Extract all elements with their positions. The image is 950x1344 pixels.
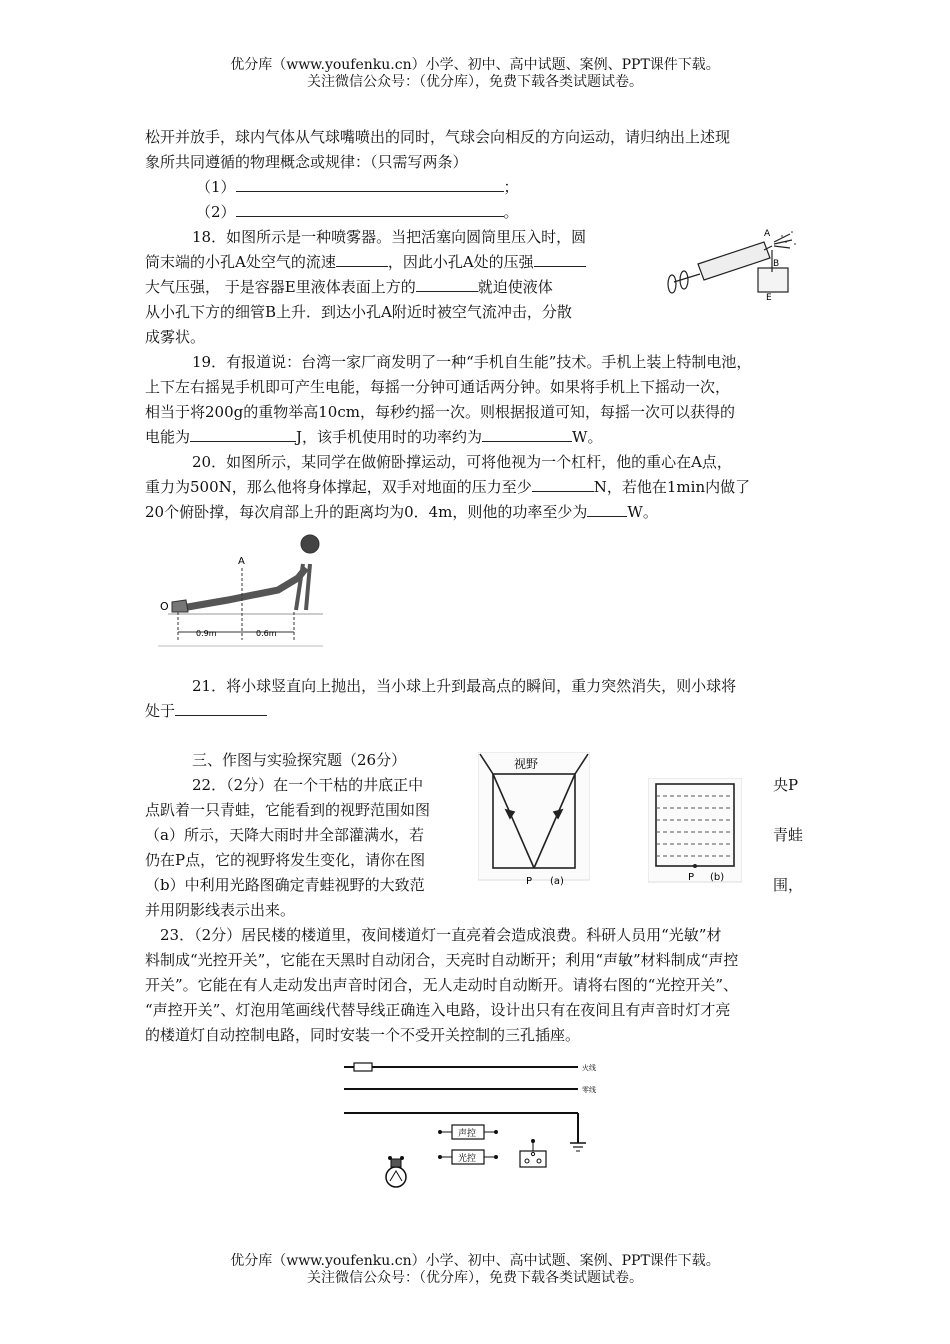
q22-line-2: 点趴着一只青蛙，它能看到的视野范围如图 — [145, 801, 431, 819]
sprayer-figure — [660, 222, 800, 302]
header-line-1: 优分库（www.youfenku.cn）小学、初中、高中试题、案例、PPT课件下载。 — [230, 57, 720, 73]
q18-line-5: 成雾状。 — [145, 328, 206, 346]
q18-line-2 — [145, 250, 586, 274]
answer-blank[interactable] — [534, 251, 586, 267]
q17-line-2: 象所共同遵循的物理概念或规律：（只需写两条） — [145, 153, 468, 171]
label-a: A — [238, 556, 245, 567]
q19-text: 电能为 — [145, 428, 191, 446]
q18-line-4: 从小孔下方的细管B上升．到达小孔A附近时被空气流冲击，分散 — [145, 303, 572, 321]
light-bulb — [386, 1167, 406, 1187]
answer-blank[interactable] — [416, 276, 478, 292]
q18-text: 大气压强， 于是容器E里液体表面上方的 — [145, 278, 416, 296]
q18-text: 筒末端的小孔A处空气的流速 — [145, 253, 336, 271]
head — [301, 535, 319, 553]
q17-item-1 — [196, 175, 519, 199]
q21-line-2 — [145, 699, 267, 723]
q19-line-3: 相当于将200g的重物举高10cm，每秒约摇一次。则根据报道可知，每摇一次可以获得的 — [145, 403, 735, 421]
foot — [172, 600, 188, 612]
q22-right-2: 青蛙 — [773, 826, 804, 844]
q19-line-4 — [145, 425, 602, 449]
well-figure-a — [478, 752, 590, 890]
q17-item-1-end: ； — [503, 178, 519, 196]
q19-text: W。 — [572, 428, 603, 446]
label-a: A — [764, 229, 771, 239]
q19-text: J，该手机使用时的功率约为 — [296, 428, 483, 446]
answer-blank[interactable] — [236, 176, 504, 192]
q23-line-1: 23．（2分）居民楼的楼道里，夜间楼道灯一直亮着会造成浪费。科研人员用“光敏”材 — [160, 926, 722, 944]
q22-line-6: 并用阴影线表示出来。 — [145, 901, 296, 919]
point-p: P — [526, 876, 533, 887]
caption-a: (a) — [550, 876, 564, 887]
answer-blank[interactable] — [532, 476, 594, 492]
dim-0-6m: 0.6m — [256, 629, 277, 638]
q21-line-1: 21．将小球竖直向上抛出，当小球上升到最高点的瞬间，重力突然消失，则小球将 — [192, 677, 737, 695]
q18-line-3 — [145, 275, 553, 299]
q22-right-1: 央P — [773, 776, 799, 794]
answer-blank[interactable] — [190, 426, 296, 442]
q22-right-3: 围， — [773, 876, 804, 894]
header-line-2: 关注微信公众号：（优分库），免费下载各类试题试卷。 — [307, 74, 643, 90]
q23-line-4: “声控开关”、灯泡用笔画线代替导线正确连入电路，设计出只有在夜间且有声音时灯才亮 — [145, 1001, 731, 1019]
dim-0-9m: 0.9m — [196, 629, 217, 638]
caption-b: (b) — [710, 872, 725, 883]
q22-line-4: 仍在P点，它的视野将发生变化，请你在图 — [145, 851, 426, 869]
q20-line-1: 20．如图所示，某同学在做俯卧撑运动，可将他视为一个杠杆，他的重心在A点， — [192, 453, 732, 471]
q20-line-2 — [145, 475, 750, 499]
label-b: B — [773, 259, 780, 269]
sound-switch-label: 声控 — [458, 1129, 477, 1139]
q17-item-2 — [196, 200, 519, 224]
q23-line-3: 开关”。它能在有人走动发出声音时闭合，无人走动时自动断开。请将右图的“光控开关”、 — [145, 976, 739, 994]
answer-blank[interactable] — [236, 201, 504, 217]
q17-line-1: 松开并放手，球内气体从气球嘴喷出的同时，气球会向相反的方向运动，请归纳出上述现 — [145, 128, 731, 146]
q17-item-1-label: （1） — [196, 178, 236, 196]
q23-line-2: 料制成“光控开关”，它能在天黑时自动闭合，天亮时自动断开；利用“声敏”材料制成“声控 — [145, 951, 739, 969]
well-figure-b — [648, 778, 742, 888]
q20-text: 重力为500N，那么他将身体撑起，双手对地面的压力至少 — [145, 478, 532, 496]
three-hole-socket — [520, 1151, 546, 1167]
q19-line-2: 上下左右摇晃手机即可产生电能，每摇一分钟可通话两分钟。如果将手机上下摇动一次， — [145, 378, 731, 396]
q17-item-2-end: 。 — [503, 203, 519, 221]
q20-text: N，若他在1min内做了 — [593, 478, 751, 496]
section-3-title: 三、作图与实验探究题（26分） — [192, 751, 407, 769]
liquid-container — [758, 268, 788, 292]
q22-line-5: （b）中利用光路图确定青蛙视野的大致范 — [145, 876, 425, 894]
answer-blank[interactable] — [587, 501, 627, 517]
q18-text: 就迫使液体 — [477, 278, 553, 296]
piston-handle — [668, 275, 676, 293]
q20-text: W。 — [627, 503, 658, 521]
pushup-figure — [158, 528, 328, 650]
answer-blank[interactable] — [482, 426, 572, 442]
q22-line-1: 22．（2分）在一个干枯的井底正中 — [192, 776, 424, 794]
light-switch-label: 光控 — [458, 1154, 477, 1164]
view-label: 视野 — [514, 757, 539, 771]
q19-line-1: 19．有报道说：台湾一家厂商发明了一种“手机自生能”技术。手机上装上特制电池， — [192, 353, 752, 371]
body-outline — [182, 568, 306, 608]
answer-blank[interactable] — [175, 700, 267, 716]
neutral-wire-label: 零线 — [582, 1086, 596, 1094]
footer-line-2: 关注微信公众号：（优分库），免费下载各类试题试卷。 — [307, 1270, 643, 1286]
point-p: P — [688, 872, 695, 883]
live-wire-label: 火线 — [582, 1064, 596, 1072]
q23-line-5: 的楼道灯自动控制电路，同时安装一个不受开关控制的三孔插座。 — [145, 1026, 581, 1044]
q20-line-3 — [145, 500, 658, 524]
circuit-figure — [330, 1055, 630, 1200]
label-o: O — [160, 600, 169, 613]
q17-item-2-label: （2） — [196, 203, 236, 221]
fuse — [354, 1063, 372, 1071]
q18-text: ，因此小孔A处的压强 — [387, 253, 534, 271]
q22-line-3: （a）所示，天降大雨时井全部灌满水，若 — [145, 826, 424, 844]
label-e: E — [766, 293, 772, 302]
answer-blank[interactable] — [336, 251, 388, 267]
q18-line-1: 18．如图所示是一种喷雾器。当把活塞向圆筒里压入时，圆 — [192, 228, 587, 246]
footer-line-1: 优分库（www.youfenku.cn）小学、初中、高中试题、案例、PPT课件下载。 — [230, 1253, 720, 1269]
q21-text: 处于 — [145, 702, 176, 720]
q20-text: 20个俯卧撑，每次肩部上升的距离均为0．4m，则他的功率至少为 — [145, 503, 588, 521]
